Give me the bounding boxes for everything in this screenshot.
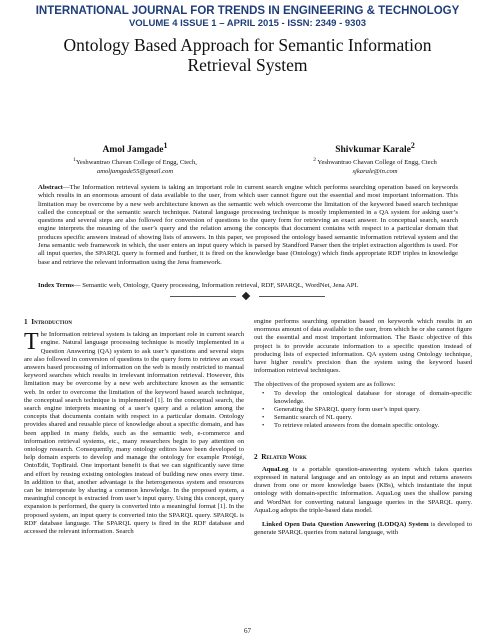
- author-name: Shivkumar Karale$^2$: [335, 141, 415, 156]
- index-terms-text: — Semantic web, Ontology, Query processing, Information retrieval, RDF, SPARQL, WordNet, Jena API.: [73, 282, 359, 289]
- list-item: • Semantic search of NL query.: [268, 414, 472, 422]
- left-column: [24, 318, 244, 542]
- intro-paragraph-continued: engine performs searching operation based on keywords which results in an enormous amount of data available to the user, from which he or she cannot figure out the essential and most important information. The Basic objective of this project is to provide accurate information to a specific question instead of producing lists of expected information. QA system using Ontology technique, have higher result’s precision than the system using the keyword based information retrieval techniques.: [254, 318, 472, 375]
- abstract-label: Abstract: [38, 184, 63, 191]
- related-work-paragraph: AquaLog is a portable question-answering system which takes queries expressed in natural language and an ontology as an input and returns answers drawn from one or more knowledge bases (KBs), which instantiate the input ontology with domain-specific information. AquaLog uses the shallow parsing and WordNet for converting natural language queries in the SPARQL query. AquaLog adopts the triple-based data model.: [254, 465, 472, 514]
- index-terms-label: Index Terms: [38, 282, 74, 289]
- related-work-paragraph: Linked Open Data Question Answering (LODQA) System is developed to generate SPARQL queries from natural language, with: [254, 521, 472, 537]
- journal-volume: VOLUME 4 ISSUE 1 – APRIL 2015 - ISSN: 2349 - 9303: [128, 18, 367, 29]
- list-item: • To retrieve related answers from the domain specific ontology.: [268, 422, 472, 430]
- intro-paragraph: The Information retrieval system is taking an important role in current search engine. Natural language processing technique is mostly implemented in a Question Answering (QA) system to ask user’s questions and several steps are also followed in conversion of questions to the query form to retrieve an exact answers based processing of information on the web is mostly restricted to manual keyword searches which results in irrelevant information retrieval. However, this limitation may be overcome by a new web architecture known as the semantic web. In order to overcome the limitation of the keyword based search technique, the conceptual search technique is implemented [1]. In the conceptual search, the search engine interprets meaning of a user’s query and a relation among the concepts that documents contain with respect to a particular domain. Ontology provides shared and reusable piece of knowledge about a specific domain, and has been applied in many fields, such as the semantic web, e-commerce and information retrieval systems, etc., many researchers begin to pay attention on ontology research. Consequently, many ontology editors have been developed to help domain experts to develop and manage the ontology for example Protégé, OntoEdit, TopBraid. One important benefit is that we can significantly save time and effort by reusing existing ontologies instead of building new ones every time. In addition to that, another advantage is the heterogeneous system and resources can be interoperate by sharing a common knowledge. In the proposed system, a meaningful concept is extracted from user’s input query. Using this concept, query expansion is performed, the query is converted into a meaningful format [1]. In the proposed system, an input query is converted into the SPARQL query. SPARQL is RDF database language. The SPARQL query is fired in the RDF database and accessed the relevant information. Search: [24, 329, 244, 536]
- right-column: [254, 318, 472, 543]
- index-terms: [38, 282, 458, 290]
- diamond-icon: [242, 292, 250, 300]
- section-heading: 1 Introduction: [24, 318, 73, 326]
- objectives-list: [254, 390, 472, 431]
- section-divider: [170, 292, 325, 301]
- journal-header: [0, 5, 495, 29]
- list-item: • To develop the ontological database for storage of domain-specific knowledge.: [268, 390, 472, 406]
- divider-line: [170, 296, 236, 297]
- author-email: amoljamgade55@gmail.com: [96, 168, 174, 176]
- abstract-text: —The Information retrieval system is taking an important role in current search engine which performs searching operation based on keywords which results in an enormous amount of data available to the user, from which user cannot figure out the essential and most important information. This limitation may be overcome by a new web architecture known as the semantic web which overcome the limitation of the keyword based search technique called the conceptual or the semantic search technique. Natural language processing technique is mostly implemented in a QA system for asking user’s questions and several steps are also followed for conversion of questions to the query form for retrieving an exact answer. In conceptual search, search engine interprets the meaning of the user’s query and the relation among the concepts that document contains with respect to a particular domain that produces specific answers instead of showing lists of answers. In this paper, we proposed the ontology based semantic information retrieval system and the Jena semantic web framework in which, the user enters an input query which is parsed by Standford Parser then the triplet extraction algorithm is used. For all input queries, the SPARQL query is formed and further, it is fired on the knowledge base (Ontology) which finds appropriate RDF triples in knowledge base and retrieve the relevant information using the Jena framework.: [38, 184, 458, 266]
- abstract: [38, 184, 458, 267]
- section-heading: 2 Related Work: [254, 452, 307, 461]
- author-name: Amol Jamgade$^1$: [102, 141, 168, 156]
- author-block-2: [275, 140, 475, 176]
- author-affiliation: $^1$Yeshwantrao Chavan College of Engg, Ctech,: [73, 157, 197, 167]
- list-item: • Generating the SPARQL query form user’s input query.: [268, 406, 472, 414]
- journal-name: INTERNATIONAL JOURNAL FOR TRENDS IN ENGINEERING & TECHNOLOGY: [35, 5, 460, 17]
- divider-line: [259, 296, 325, 297]
- objectives-block: [254, 381, 472, 430]
- author-block-1: [40, 140, 230, 176]
- objectives-intro: The objectives of the proposed system are as follows:: [254, 381, 396, 389]
- author-affiliation: $^2$ Yeshwantrao Chavan College of Engg, Ctech: [313, 157, 437, 167]
- page-number: 67: [244, 627, 251, 635]
- paper-title: Ontology Based Approach for Semantic Information Retrieval System: [63, 35, 432, 75]
- drop-cap: T: [24, 329, 39, 356]
- author-email: sjkarale@in.com: [352, 168, 398, 176]
